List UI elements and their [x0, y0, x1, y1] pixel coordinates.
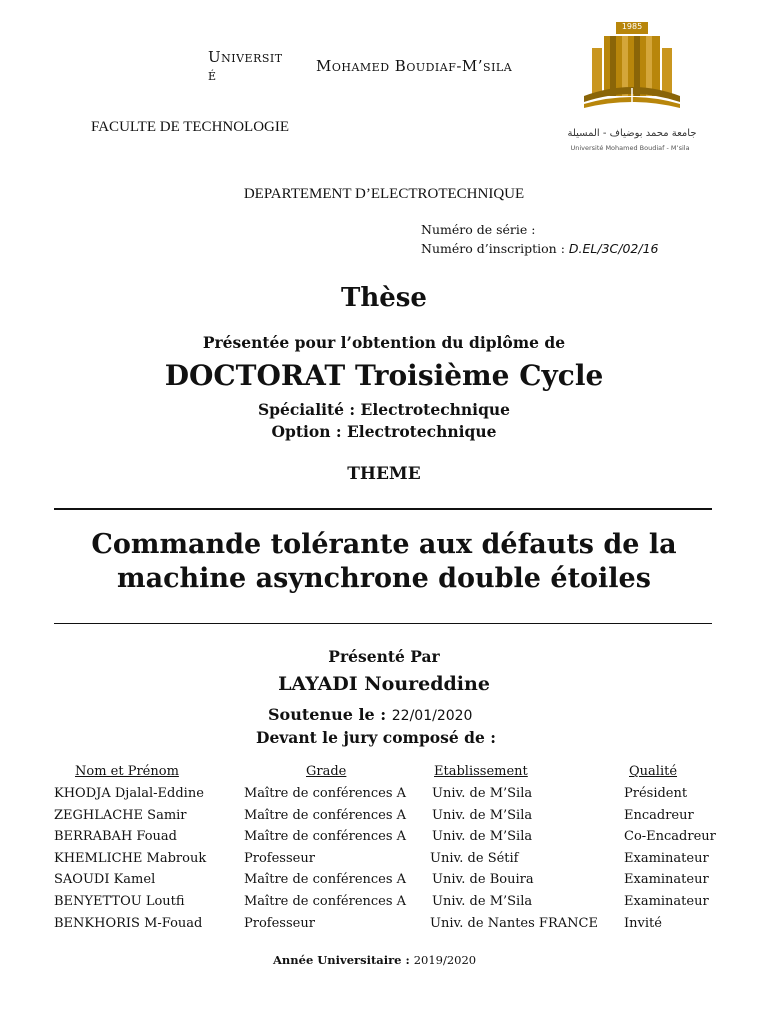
jury-cell-qualite: Président [624, 786, 688, 801]
jury-header-grade: Grade [306, 764, 347, 779]
jury-cell-name: SAOUDI Kamel [54, 872, 156, 888]
jury-cell-etablissement: Univ. de M’Sila [432, 786, 533, 801]
jury-cell-name: BERRABAH Fouad [54, 829, 177, 845]
presente-par: Présenté Par [328, 647, 440, 666]
jury-cell-grade: Maître de conférences A [244, 807, 407, 823]
academic-year [273, 953, 476, 967]
numero-inscription-value: D.EL/3C/02/16 [568, 241, 659, 256]
department-name: DEPARTEMENT D’ELECTROTECHNIQUE [243, 186, 525, 202]
jury-cell-etablissement: Univ. de M’Sila [432, 807, 533, 823]
document-type: Thèse [341, 283, 427, 313]
author-name: LAYADI Noureddine [278, 673, 490, 695]
jury-header-qualite: Qualité [629, 764, 678, 779]
jury-cell-qualite: Co-Encadreur [624, 829, 716, 845]
faculty-name: FACULTE DE TECHNOLOGIE [91, 119, 290, 135]
jury-cell-qualite: Encadreur [624, 807, 694, 823]
university-label-line1: Universit [208, 48, 283, 66]
jury-cell-grade: Maître de conférences A [244, 894, 407, 909]
university-name: Mohamed Boudiaf-M’sila [316, 57, 513, 75]
jury-cell-qualite: Examinateur [624, 894, 709, 909]
jury-cell-etablissement: Univ. de Bouira [432, 872, 534, 888]
logo-arabic-text: جامعة محمد بوضياف - المسيلة [567, 128, 697, 139]
academic-year-label: Année Universitaire : [273, 953, 410, 967]
title-bottom-rule [54, 623, 712, 624]
thesis-title-line2: machine asynchrone double étoiles [117, 563, 651, 594]
specialite: Spécialité : Electrotechnique [257, 400, 511, 419]
title-top-rule [54, 508, 712, 510]
logo-year: 1985 [621, 22, 643, 31]
jury-cell-etablissement: Univ. de M’Sila [432, 829, 533, 845]
logo-latin-text: Université Mohamed Boudiaf - M’sila [570, 144, 690, 152]
jury-cell-qualite: Examinateur [624, 872, 709, 888]
numero-serie-label: Numéro de série : [421, 222, 536, 237]
jury-cell-grade: Maître de conférences A [244, 786, 407, 801]
presentee-pour: Présentée pour l’obtention du diplôme de [202, 333, 566, 352]
jury-cell-name: KHODJA Djalal-Eddine [54, 786, 204, 801]
thesis-title [0, 528, 768, 596]
jury-cell-qualite: Invité [624, 915, 662, 931]
jury-cell-etablissement: Univ. de Nantes FRANCE [430, 915, 598, 931]
jury-cell-qualite: Examinateur [624, 850, 709, 866]
jury-header-etablissement: Etablissement [434, 764, 528, 779]
jury-cell-grade: Maître de conférences A [244, 829, 407, 845]
jury-cell-name: BENYETTOU Loutfi [54, 894, 185, 909]
thesis-title-line1: Commande tolérante aux défauts de la [91, 529, 677, 560]
numero-inscription [421, 241, 659, 256]
jury-label: Devant le jury composé de : [256, 728, 496, 747]
diploma-name: DOCTORAT Troisième Cycle [164, 359, 604, 392]
defense-date-label: Soutenue le : [268, 705, 387, 724]
option: Option : Electrotechnique [271, 422, 497, 441]
jury-cell-etablissement: Univ. de M’Sila [432, 894, 533, 909]
university-label [208, 48, 283, 84]
numero-inscription-label: Numéro d’inscription : [421, 241, 565, 256]
defense-date [268, 705, 472, 724]
jury-header-name: Nom et Prénom [75, 764, 179, 779]
jury-cell-grade: Professeur [244, 850, 315, 866]
jury-cell-grade: Professeur [244, 915, 315, 931]
jury-cell-etablissement: Univ. de Sétif [430, 850, 519, 866]
jury-cell-name: ZEGHLACHE Samir [54, 807, 187, 823]
jury-cell-name: KHEMLICHE Mabrouk [54, 850, 207, 866]
defense-date-value: 22/01/2020 [391, 708, 473, 724]
university-logo [548, 18, 708, 158]
university-label-line2: é [208, 66, 217, 84]
jury-cell-grade: Maître de conférences A [244, 872, 407, 888]
jury-cell-name: BENKHORIS M-Fouad [54, 915, 203, 931]
academic-year-value: 2019/2020 [413, 953, 477, 967]
theme-label: THEME [347, 464, 421, 484]
